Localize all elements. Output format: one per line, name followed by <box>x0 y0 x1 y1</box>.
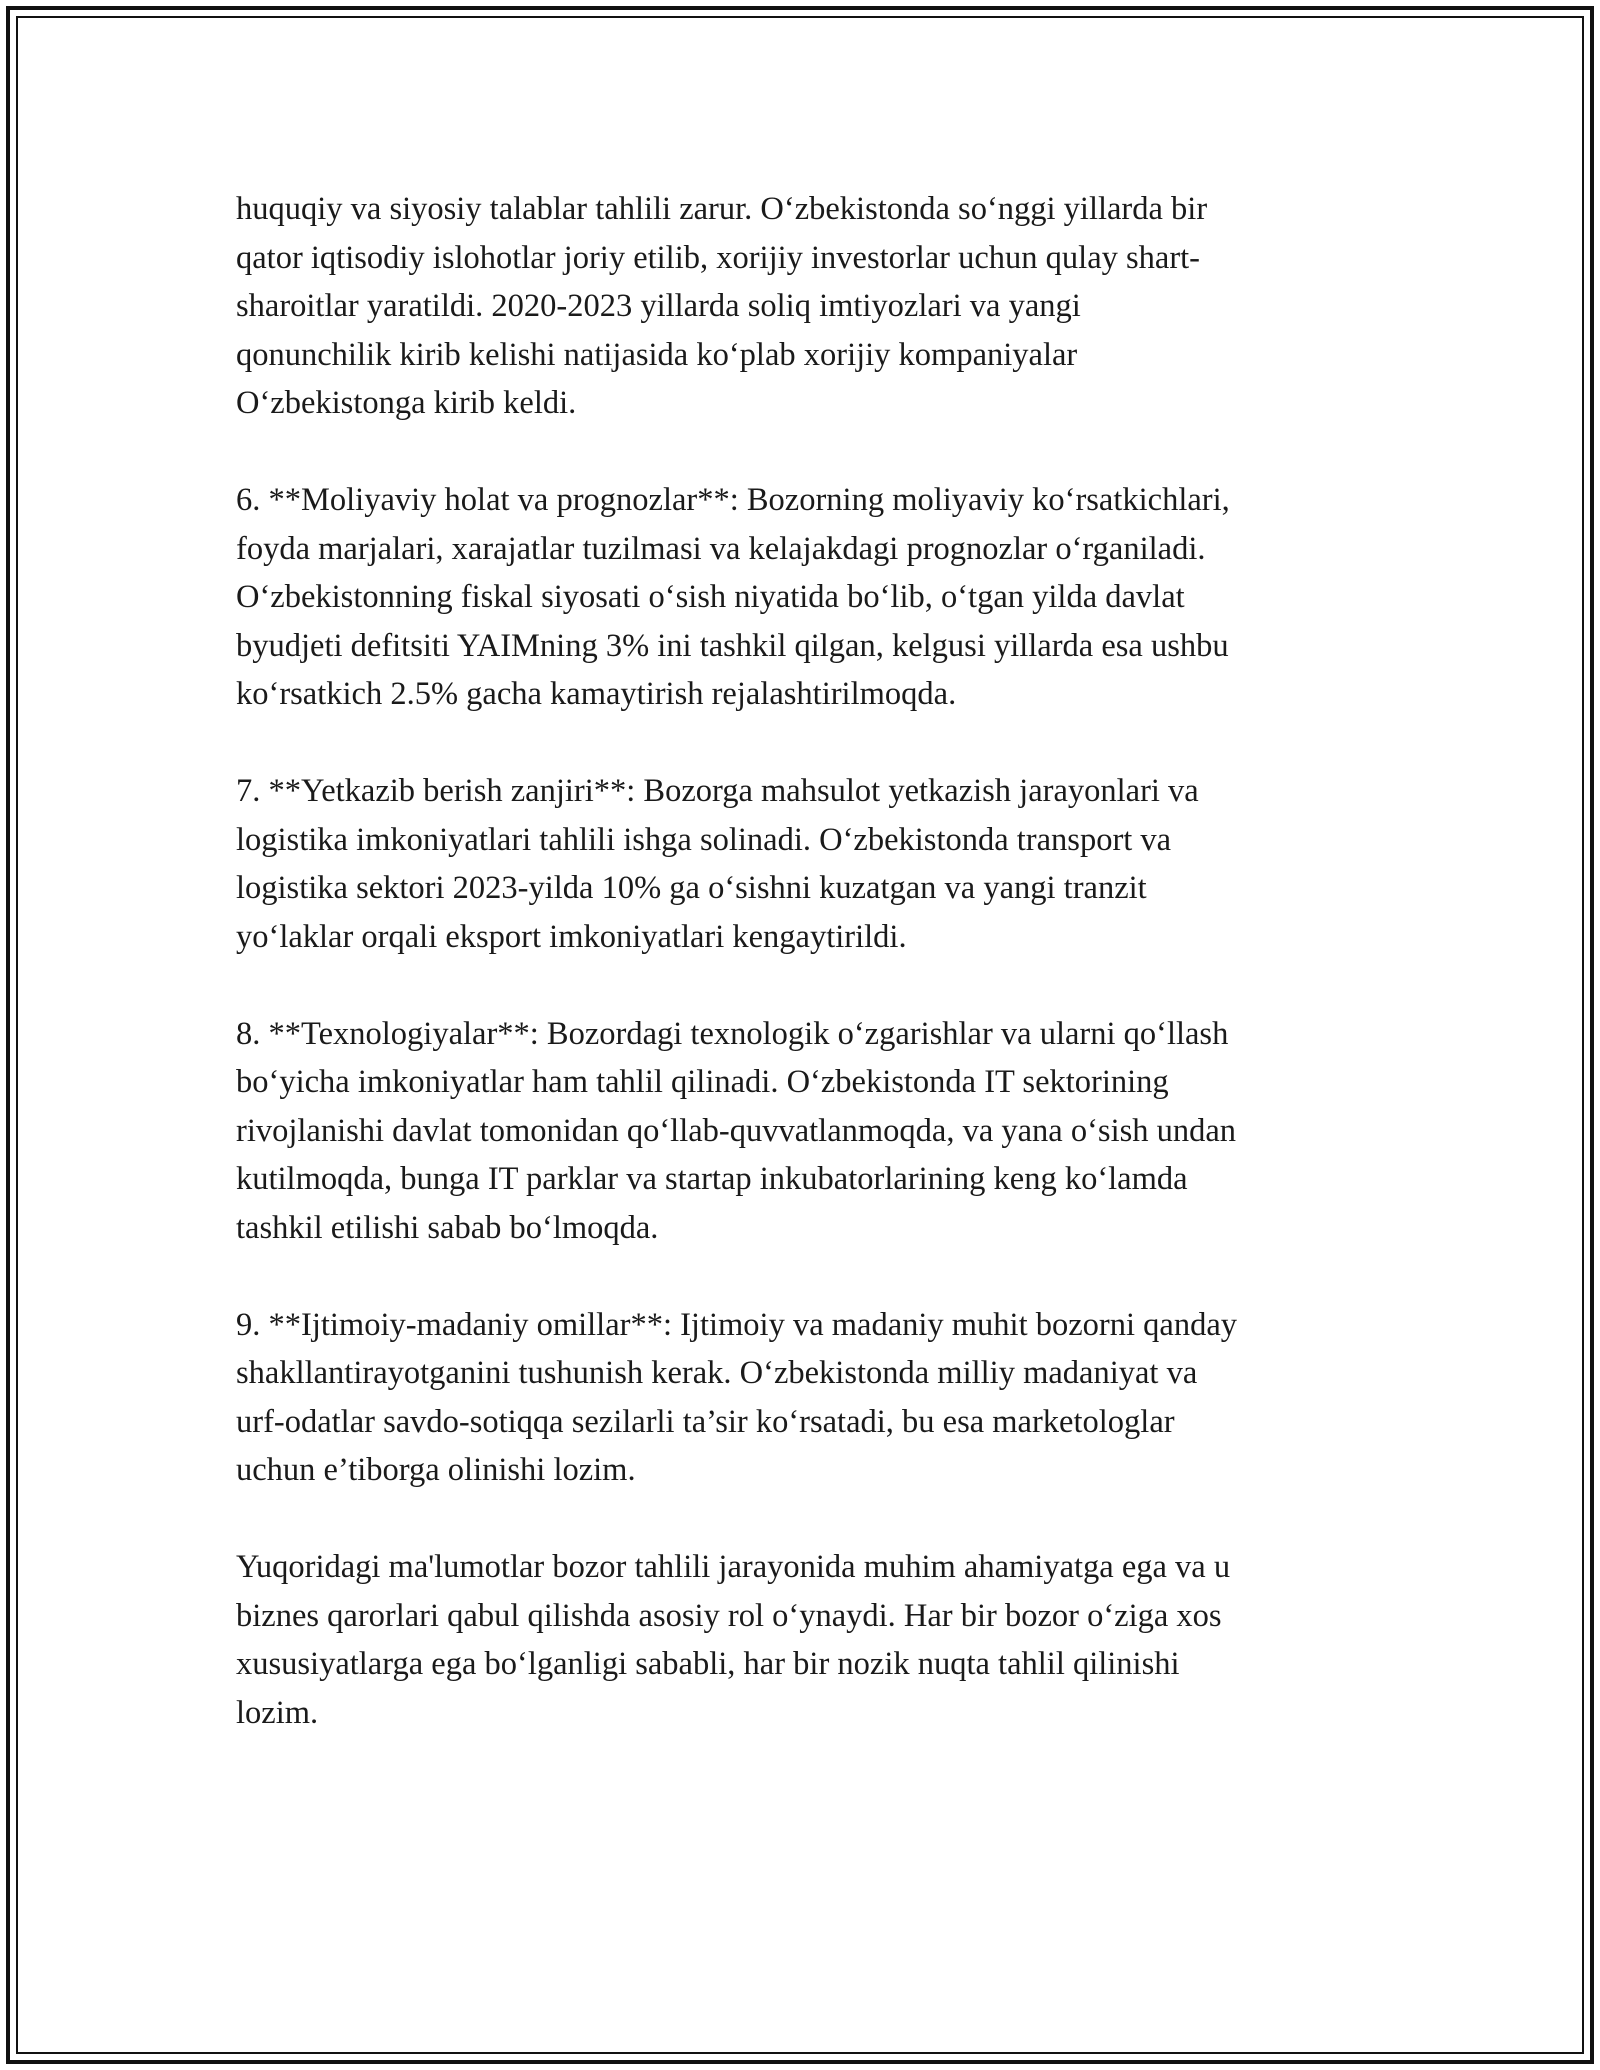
text-line: kutilmoqda, bunga IT parklar va startap inkubatorlarining keng ko‘lamda <box>236 1161 1188 1197</box>
text-line: sharoitlar yaratildi. 2020-2023 yillarda soliq imtiyozlari va yangi <box>236 288 1081 324</box>
text-line: O‘zbekistonga kirib keldi. <box>236 385 577 421</box>
text-line: tashkil etilishi sabab bo‘lmoqda. <box>236 1209 659 1246</box>
text-line: biznes qarorlari qabul qilishda asosiy rol o‘ynaydi. Har bir bozor o‘ziga xos <box>236 1597 1222 1634</box>
text-line: bo‘yicha imkoniyatlar ham tahlil qilinadi. O‘zbekistonda IT sektorining <box>236 1064 1169 1100</box>
text-line: 7. **Yetkazib berish zanjiri**: Bozorga mahsulot yetkazish jarayonlari va <box>236 773 1199 809</box>
text-line: 8. **Texnologiyalar**: Bozordagi texnologik o‘zgarishlar va ularni qo‘llash <box>236 1015 1229 1052</box>
text-line: Yuqoridagi ma'lumotlar bozor tahlili jarayonida muhim ahamiyatga ega va u <box>236 1549 1231 1585</box>
text-line: logistika imkoniyatlari tahlili ishga solinadi. O‘zbekistonda transport va <box>236 821 1172 858</box>
text-line: byudjeti defitsiti YAIMning 3% ini tashkil qilgan, kelgusi yillarda esa ushbu <box>236 627 1229 664</box>
text-line: foyda marjalari, xarajatlar tuzilmasi va kelajakdagi prognozlar o‘rganiladi. <box>236 530 1206 567</box>
text-line: lozim. <box>236 1694 319 1731</box>
text-line: 6. **Moliyaviy holat va prognozlar**: Bozorning moliyaviy ko‘rsatkichlari, <box>236 482 1230 518</box>
paragraph-item-7-supply-chain <box>236 767 1386 961</box>
paragraph-item-6-financial <box>236 476 1386 719</box>
text-line: 9. **Ijtimoiy-madaniy omillar**: Ijtimoiy va madaniy muhit bozorni qanday <box>236 1306 1237 1343</box>
text-line: uchun e’tiborga olinishi lozim. <box>236 1452 636 1488</box>
paragraph-item-9-sociocultural <box>236 1301 1386 1495</box>
paragraph-item-8-technology <box>236 1010 1386 1253</box>
text-line: huquqiy va siyosiy talablar tahlili zarur. O‘zbekistonda so‘nggi yillarda bir <box>236 191 1208 227</box>
text-line: qator iqtisodiy islohotlar joriy etilib, xorijiy investorlar uchun qulay shart- <box>236 239 1201 276</box>
text-line: qonunchilik kirib kelishi natijasida ko‘plab xorijiy kompaniyalar <box>236 336 1078 373</box>
text-line: xususiyatlarga ega bo‘lganligi sababli, har bir nozik nuqta tahlil qilinishi <box>236 1646 1180 1682</box>
text-line: yo‘laklar orqali eksport imkoniyatlari kengaytirildi. <box>236 918 907 955</box>
paragraph-legal-political <box>236 185 1386 428</box>
text-line: ko‘rsatkich 2.5% gacha kamaytirish rejalashtirilmoqda. <box>236 676 957 712</box>
text-line: rivojlanishi davlat tomonidan qo‘llab-quvvatlanmoqda, va yana o‘sish undan <box>236 1112 1237 1149</box>
text-line: urf-odatlar savdo-sotiqqa sezilarli ta’sir ko‘rsatadi, bu esa marketologlar <box>236 1403 1175 1440</box>
text-line: O‘zbekistonning fiskal siyosati o‘sish niyatida bo‘lib, o‘tgan yilda davlat <box>236 579 1185 615</box>
text-line: shakllantirayotganini tushunish kerak. O‘zbekistonda milliy madaniyat va <box>236 1355 1198 1391</box>
paragraph-conclusion <box>236 1543 1386 1737</box>
document-body <box>236 185 1386 1786</box>
text-line: logistika sektori 2023-yilda 10% ga o‘sishni kuzatgan va yangi tranzit <box>236 870 1147 906</box>
